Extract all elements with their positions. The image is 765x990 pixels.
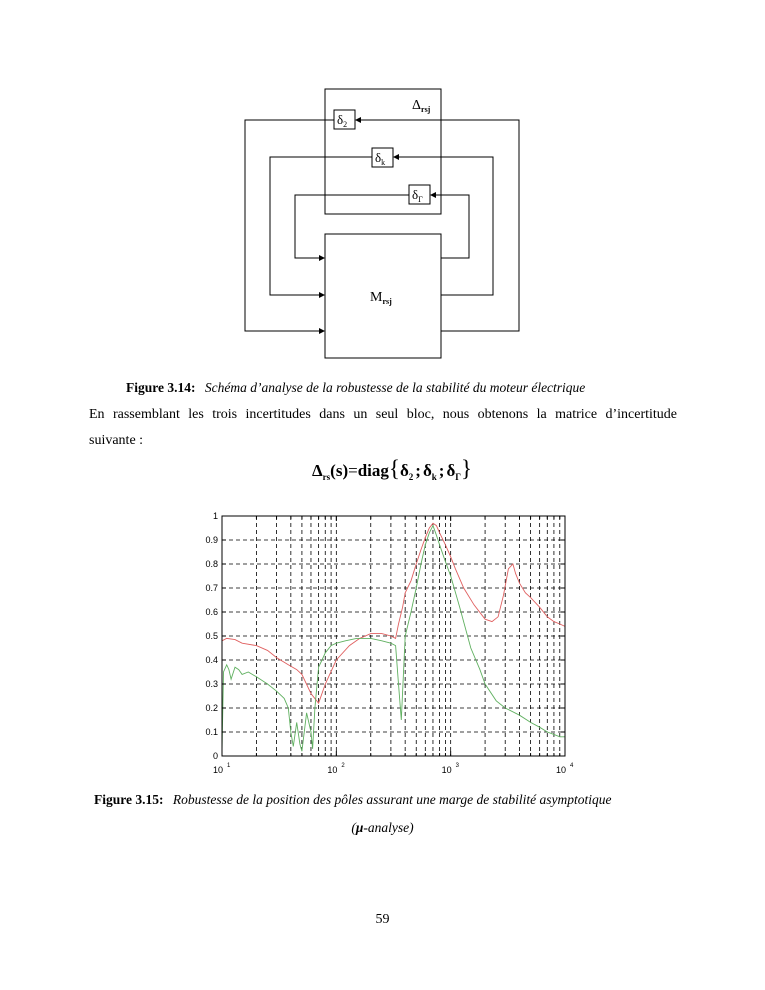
y-tick-label: 0.1 [205,727,218,737]
delta-label: $\Delta_{rsj}$ [412,98,431,114]
y-tick-label: 0.5 [205,631,218,641]
x-tick-exponent: 4 [570,763,574,769]
block-diagram [0,0,765,370]
delta-2-label: $\delta_2$ [337,112,348,129]
y-tick-label: 0.2 [205,703,218,713]
body-paragraph [89,402,677,454]
eq-term-1: δ [399,461,409,480]
paragraph-line-2: suivante : [89,433,144,448]
x-tick-exponent: 3 [455,763,460,769]
figure-3-14-text: Schéma d’analyse de la robustesse de la stabilité du moteur électrique [204,380,586,395]
y-tick-label: 0.4 [205,655,218,665]
figure-3-14-caption [126,380,726,396]
figure-3-15-label: Figure 3.15: [94,792,164,807]
mu-analysis-chart [0,500,765,785]
x-tick-label: 10 [441,765,452,775]
x-tick-exponent: 1 [227,763,231,769]
m-label: $M_{rsj}$ [370,290,392,306]
eq-term-1-sub: 2 [408,472,414,482]
series-line-green [222,526,565,752]
caption-mu: μ [355,820,364,835]
eq-sep-2: ; [438,461,445,480]
x-tick-exponent: 2 [341,763,345,769]
x-tick-label: 10 [555,765,567,775]
eq-sep-1: ; [415,461,421,480]
y-tick-label: 0.9 [205,535,218,545]
y-tick-label: 1 [212,511,218,521]
equation [312,456,472,482]
eq-term-3-sub: Γ [455,472,462,482]
eq-delta-sub: rs [322,472,331,482]
y-tick-label: 0.7 [205,583,218,593]
delta-k-label: $\delta_k$ [375,150,386,167]
eq-term-3: δ [446,461,456,480]
eq-equals: = [348,461,358,480]
eq-term-2-sub: k [431,472,437,482]
figure-3-15-caption-line2 [0,820,765,836]
eq-close-brace: } [461,456,473,481]
caption-analyse: -analyse) [363,820,414,835]
m-block [325,234,441,358]
eq-term-2: δ [422,461,432,480]
y-tick-label: 0 [212,751,218,761]
y-tick-label: 0.6 [205,607,218,617]
x-tick-label: 10 [212,765,224,775]
eq-arg: (s) [330,461,349,480]
paragraph-line-1: En rassemblant les trois incertitudes dans un seul bloc, nous obtenons la matrice d’incertitude [89,407,677,422]
eq-func: diag [357,461,389,480]
figure-3-14-label: Figure 3.14: [126,380,196,395]
series-line-red [222,523,565,703]
eq-delta: Δ [312,461,323,480]
x-tick-label: 10 [327,765,338,775]
eq-open-brace: { [388,456,400,481]
y-tick-label: 0.3 [205,679,218,689]
caption-open-paren: ( [351,820,356,835]
page-number: 59 [375,912,390,927]
figure-3-15-caption [94,792,714,808]
figure-3-15-text: Robustesse de la position des pôles assurant une marge de stabilité asymptotique [172,792,612,807]
y-tick-label: 0.8 [205,559,218,569]
delta-gamma-label: $\delta_\Gamma$ [412,187,423,204]
